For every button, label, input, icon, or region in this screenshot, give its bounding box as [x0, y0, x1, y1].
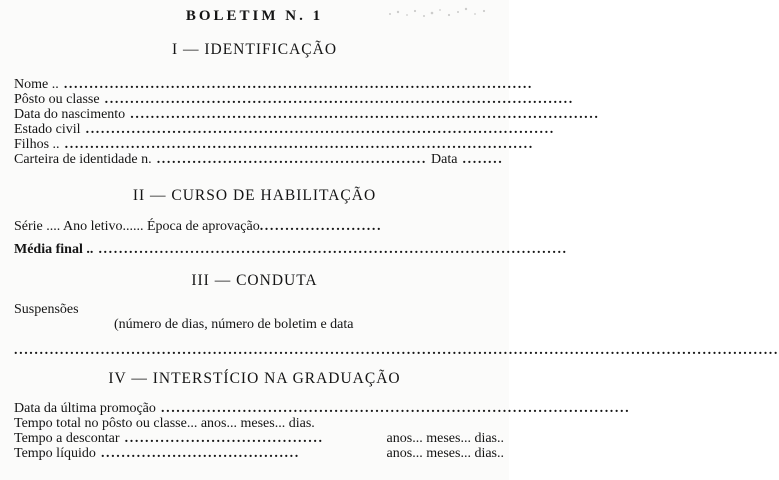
- dotted-leader: ...: [412, 431, 427, 446]
- dotted-leader: ........: [457, 152, 504, 167]
- field-suspensoes-detail: (número de dias, número de boletim e data: [114, 317, 354, 332]
- field-label: Nome ..: [14, 77, 59, 92]
- field-suspensoes-label: Suspensões: [14, 302, 79, 317]
- field-label: Estado civil: [14, 122, 81, 137]
- dotted-leader: ..: [497, 446, 504, 461]
- section-heading-intersticio: IV — INTERSTÍCIO NA GRADUAÇÃO: [108, 370, 401, 387]
- unit-dias: dias: [474, 446, 497, 461]
- dotted-leader: ............................................................................................: [93, 242, 568, 257]
- unit-anos: anos: [386, 446, 413, 461]
- field-label: Tempo total no pôsto ou classe: [14, 416, 187, 431]
- unit-dias: dias: [288, 416, 312, 431]
- field-tempo-descontar: [14, 432, 504, 446]
- unit-meses: meses: [426, 431, 461, 446]
- field-estado-civil: [14, 122, 555, 137]
- dotted-rule: [14, 343, 779, 358]
- dotted-leader: ............................................................................................: [80, 122, 555, 137]
- field-label: Série .... Ano letivo...... Época de aprovação: [14, 219, 260, 234]
- field-ultima-promocao: [14, 401, 631, 416]
- dotted-leader: ............................................................................................: [58, 77, 534, 92]
- section-heading-curso: II — CURSO DE HABILITAÇÃO: [132, 187, 377, 204]
- field-label: Tempo líquido: [14, 446, 96, 461]
- dotted-leader: ...: [226, 416, 241, 431]
- dotted-leader: ...: [412, 446, 427, 461]
- field-filhos: [14, 137, 534, 152]
- field-carteira: [14, 153, 504, 167]
- dotted-leader: ............................................................................................: [155, 401, 631, 416]
- field-label: Média final ..: [14, 242, 94, 257]
- dotted-leader: .......................................: [119, 431, 324, 446]
- unit-anos: anos: [200, 416, 227, 431]
- dotted-leader: ...: [186, 416, 201, 431]
- print-smudge: [380, 4, 500, 22]
- field-label: Data da última promoção: [14, 401, 156, 416]
- dotted-leader: .: [311, 416, 315, 431]
- field-label: Carteira de identidade n.: [14, 152, 152, 167]
- dotted-leader: ........................: [259, 219, 383, 234]
- unit-dias: dias: [474, 431, 497, 446]
- unit-anos: anos: [386, 431, 413, 446]
- dotted-leader: ...: [274, 416, 289, 431]
- section-heading-identificacao: I — IDENTIFICAÇÃO: [171, 41, 338, 58]
- document-title: BOLETIM N. 1: [185, 8, 324, 24]
- field-nome: [14, 77, 534, 92]
- field-tempo-total: [14, 417, 504, 431]
- field-label: Pôsto ou classe: [14, 92, 100, 107]
- field-nascimento: [14, 107, 600, 122]
- dotted-leader: ............................................................................................: [125, 107, 600, 122]
- field-media: [14, 242, 568, 257]
- dotted-leader: .......................................: [95, 446, 300, 461]
- field-tempo-liquido: [14, 447, 504, 461]
- field-posto: [14, 92, 574, 107]
- field-label: Tempo a descontar: [14, 431, 120, 446]
- dotted-leader: ......................................................................................................................................................: [14, 343, 779, 358]
- field-label: Data do nascimento: [14, 107, 126, 122]
- field-label-data: Data: [431, 152, 458, 167]
- unit-meses: meses: [426, 446, 461, 461]
- field-label: Filhos ..: [14, 137, 60, 152]
- dotted-leader: ...: [460, 431, 475, 446]
- section-heading-conduta: III — CONDUTA: [191, 272, 318, 289]
- field-serie: [14, 220, 504, 234]
- dotted-leader: ...: [460, 446, 475, 461]
- dotted-leader: .....................................................: [151, 152, 428, 167]
- dotted-leader: ............................................................................................: [99, 92, 574, 107]
- unit-meses: meses: [240, 416, 275, 431]
- dotted-leader: ............................................................................................: [59, 137, 534, 152]
- dotted-leader: ..: [497, 431, 504, 446]
